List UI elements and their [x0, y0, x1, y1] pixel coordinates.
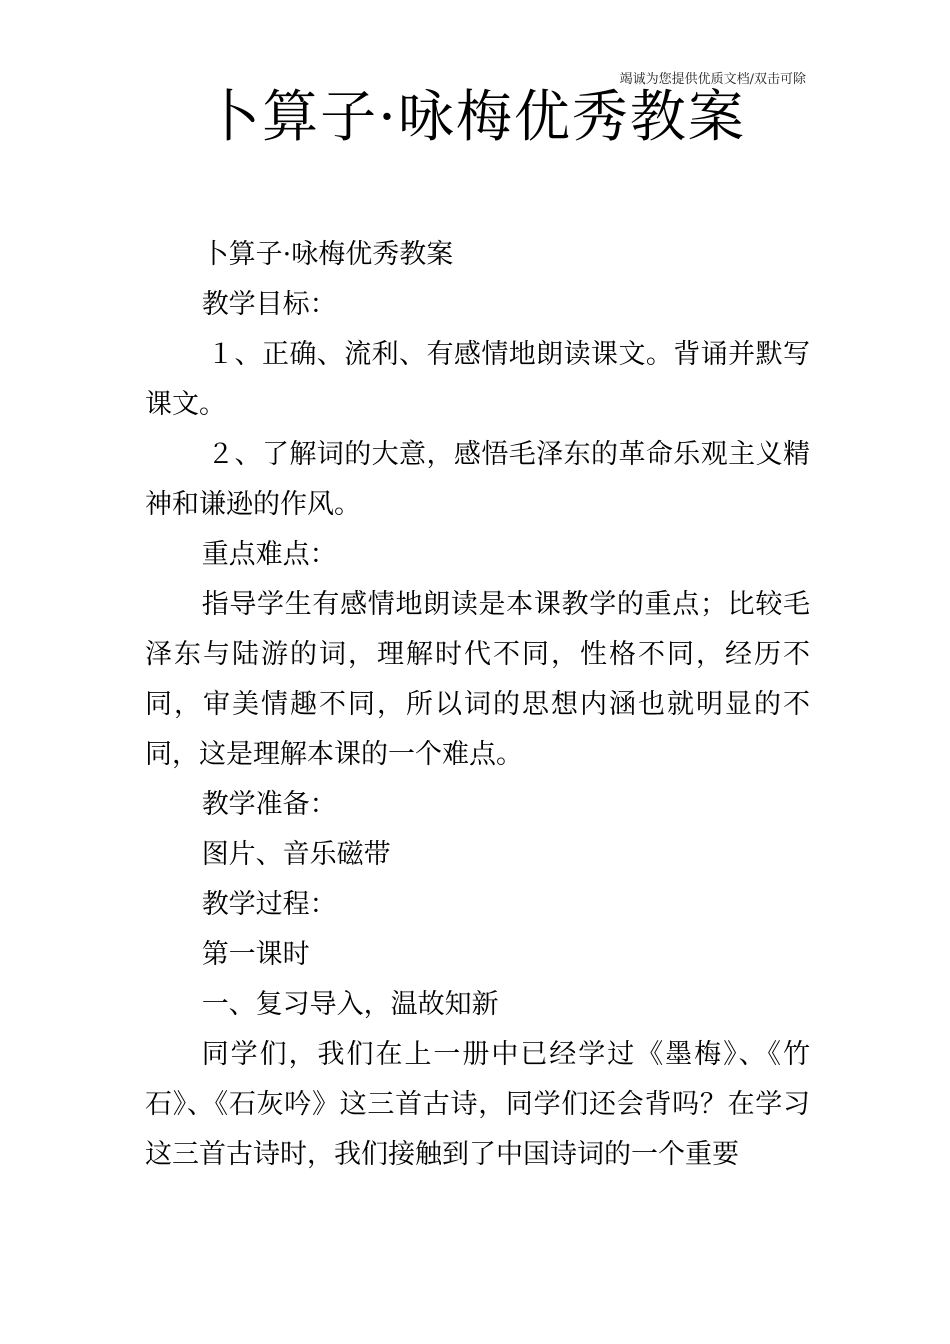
heading-review: 一、复习导入，温故知新 — [201, 989, 499, 1020]
paragraph-subtitle: 卜算子·咏梅优秀教案 — [201, 239, 454, 270]
heading-preparation: 教学准备： — [201, 789, 337, 820]
heading-teaching-goals: 教学目标： — [201, 289, 337, 320]
paragraph-preparation: 图片、音乐磁带 — [201, 839, 391, 870]
goal-item-1: １、正确、流利、有感情地朗读课文。背诵并默写课文。 — [145, 339, 810, 420]
heading-process: 教学过程： — [201, 889, 337, 920]
heading-key-difficulties: 重点难点： — [201, 539, 337, 570]
header-note: 竭诚为您提供优质文档/双击可除 — [619, 72, 806, 87]
goal-item-2: ２、了解词的大意，感悟毛泽东的革命乐观主义精神和谦逊的作风。 — [145, 439, 810, 520]
paragraph-review: 同学们，我们在上一册中已经学过《墨梅》、《竹石》、《石灰吟》这三首古诗，同学们还会背吗？在学习这三首古诗时，我们接触到了中国诗词的一个重要 — [145, 1039, 810, 1170]
document-body — [145, 230, 810, 1180]
paragraph-key-difficulties: 指导学生有感情地朗读是本课教学的重点；比较毛泽东与陆游的词，理解时代不同，性格不同，经历不同，审美情趣不同，所以词的思想内涵也就明显的不同，这是理解本课的一个难点。 — [145, 589, 810, 770]
document-title: 卜算子·咏梅优秀教案 — [204, 85, 746, 150]
heading-first-lesson: 第一课时 — [201, 939, 310, 970]
